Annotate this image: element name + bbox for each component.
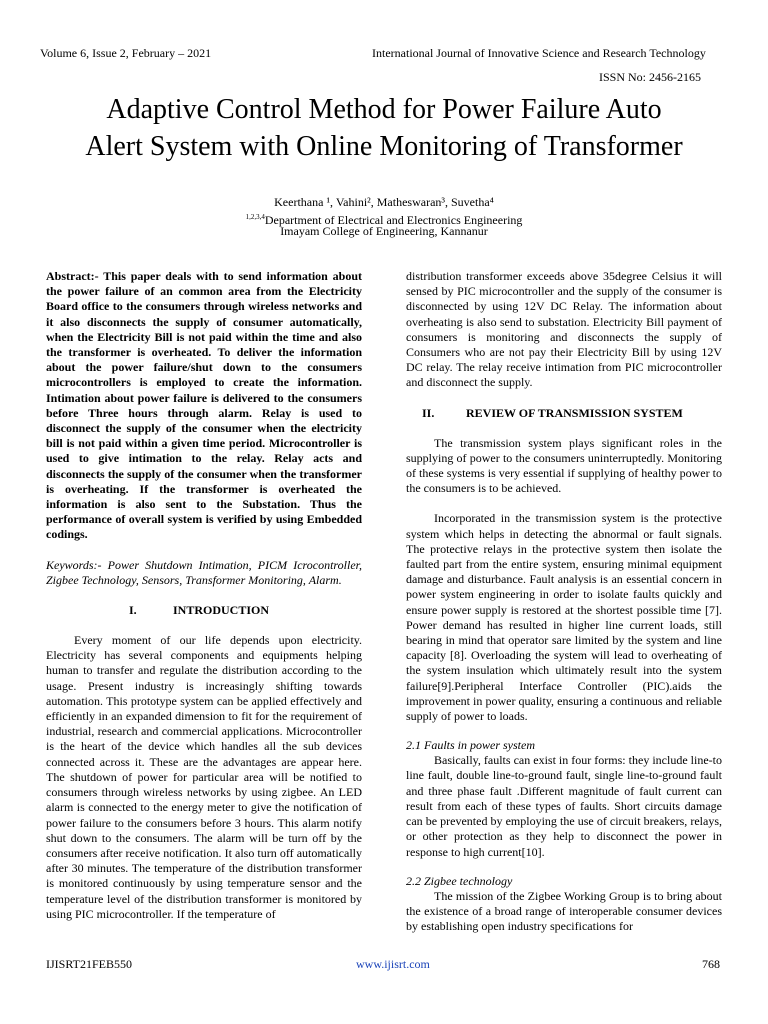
review-paragraph-2: Incorporated in the transmission system is the protective system which helps in detecting the abnormal or fault signals. The protective relays in the protective system then isolate the faulted part from the entire system, ensuring minimal equipment damage and disturbance. Fault analysis is an essential concern in power system engineering in order to isolate faults quickly and ensure power supply is restored at the shortest possible time [7]. Power demand has resulted in higher line current loads, still bearing in mind that operator sare limited by the system and line capacity [8]. Overloading the system will lead to overheating of the system insulation which ultimately result into the system failure[9].Peripheral Interface Controller (PIC).aids the improvement in power quality, ensuring a continuous and reliable supply of power to loads.: [406, 511, 722, 724]
review-paragraph-1: The transmission system plays significant roles in the supplying of power to the consumers uninterruptedly. Monitoring of these systems is very essential if supplying of healthy power to the consumers is to be achieved.: [406, 435, 722, 496]
title-line-1: Adaptive Control Method for Power Failure Auto: [106, 94, 662, 125]
zigbee-text: The mission of the Zigbee Working Group is to bring about the existence of a broad range of interoperable consumer devices by establishing open industry specifications for: [406, 888, 722, 934]
header-volume: Volume 6, Issue 2, February – 2021: [40, 46, 212, 60]
footer-paper-id: IJISRT21FEB550: [46, 957, 132, 971]
section-title: REVIEW OF TRANSMISSION SYSTEM: [466, 405, 683, 420]
section-number: I.: [129, 603, 137, 618]
author-names: Keerthana ¹, Vahini², Matheswaran³, Suvetha⁴: [274, 195, 494, 209]
subsection-title-faults: 2.1 Faults in power system: [406, 738, 535, 753]
section-title: INTRODUCTION: [173, 603, 270, 618]
subsection-title-zigbee: 2.2 Zigbee technology: [406, 873, 513, 888]
header-issn: ISSN No: 2456-2165: [599, 70, 702, 84]
abstract: Abstract:- This paper deals with to send information about the power failure of an common area from the Electricity Board office to the consumers through wireless networks and it also disconnects the supply of consumer automatically, when the Electricity Bill is not paid within the time and also the transformer is overheated. To deliver the information about the power failure/shut down to the consumers microcontrollers is employed to create the information. Intimation about power failure is delivered to the consumers before Three hours through alarm. Relay is used to disconnect the supply of the consumer when the electricity bill is not paid within a given time period. Microcontroller is used to give intimation to the relay. Relay acts and disconnects the supply of the consumer when the transformer is overheating. If the transformer is overheated the information is also sent to the Substation. Thus the performance of overall system is verified by using Embedded codings.: [46, 269, 362, 542]
left-column: [46, 269, 362, 922]
continuation-text: distribution transformer exceeds above 35degree Celsius it will sensed by PIC microcontroller and the supply of the consumer is disconnected by using 12V DC Relay. The information about overheating is also send to substation. Electricity Bill payment of consumers is monitoring and disconnects the supply of Consumers who are not pay their Electricity Bill by using 12V DC relay. The relay receive intimation from PIC microcontroller and disconnect the supply.: [406, 269, 722, 390]
title-line-2: Alert System with Online Monitoring of Transformer: [85, 131, 683, 162]
paper-title: [0, 91, 768, 165]
college: Imayam College of Engineering, Kannanur: [280, 224, 488, 238]
section-heading-review: [406, 406, 722, 421]
footer-website-link[interactable]: www.ijisrt.com: [356, 957, 430, 971]
keywords: Keywords:- Power Shutdown Intimation, PICM Icrocontroller, Zigbee Technology, Sensors, Transformer Monitoring, Alarm.: [46, 557, 362, 587]
right-column: [406, 269, 722, 934]
department: Department of Electrical and Electronics Engineering: [264, 213, 523, 227]
section-heading-introduction: [46, 603, 362, 618]
footer-page-number: 768: [702, 957, 720, 971]
header-journal: International Journal of Innovative Science and Research Technology: [372, 46, 706, 60]
affiliation-superscript: 1,2,3,4: [245, 213, 265, 221]
section-number: II.: [422, 405, 435, 420]
introduction-text: Every moment of our life depends upon electricity. Electricity has several components and equipments helping human to transfer and regulate the distribution according to the usage. Present industry is increasingly shifting towards automation. This prototype system can be applied effectively and efficiently in an expanded dimension to fit for the requirement of industrial, research and commercial applications. Microcontroller is the heart of the device which handles all the sub devices connected across it. These are the advantages are appear here. The shutdown of power for particular area will be notified to consumers through wireless networks by using zigbee. An LED alarm is connected to the energy meter to give the notification of power failure to the consumers before 3 hours. This alarm notify shut down to the consumers. The alarm will be turn off by the consumers after receive notification. It also turn off automatically after 30 minutes. The temperature of the distribution transformer is monitored continuously by using temperature sensor and the temperature level of the distribution transformer is monitored by using PIC microcontroller. If the temperature of: [46, 633, 362, 921]
faults-text: Basically, faults can exist in four forms: they include line-to line fault, double line-to-ground fault, single line-to-ground fault and three phase fault .Different magnitude of fault current can result from each of these types of faults. Short circuits damage can be prevented by employing the use of circuit breakers, relays, or other protection as they help to disconnect the power in response to high current[10].: [406, 753, 722, 859]
